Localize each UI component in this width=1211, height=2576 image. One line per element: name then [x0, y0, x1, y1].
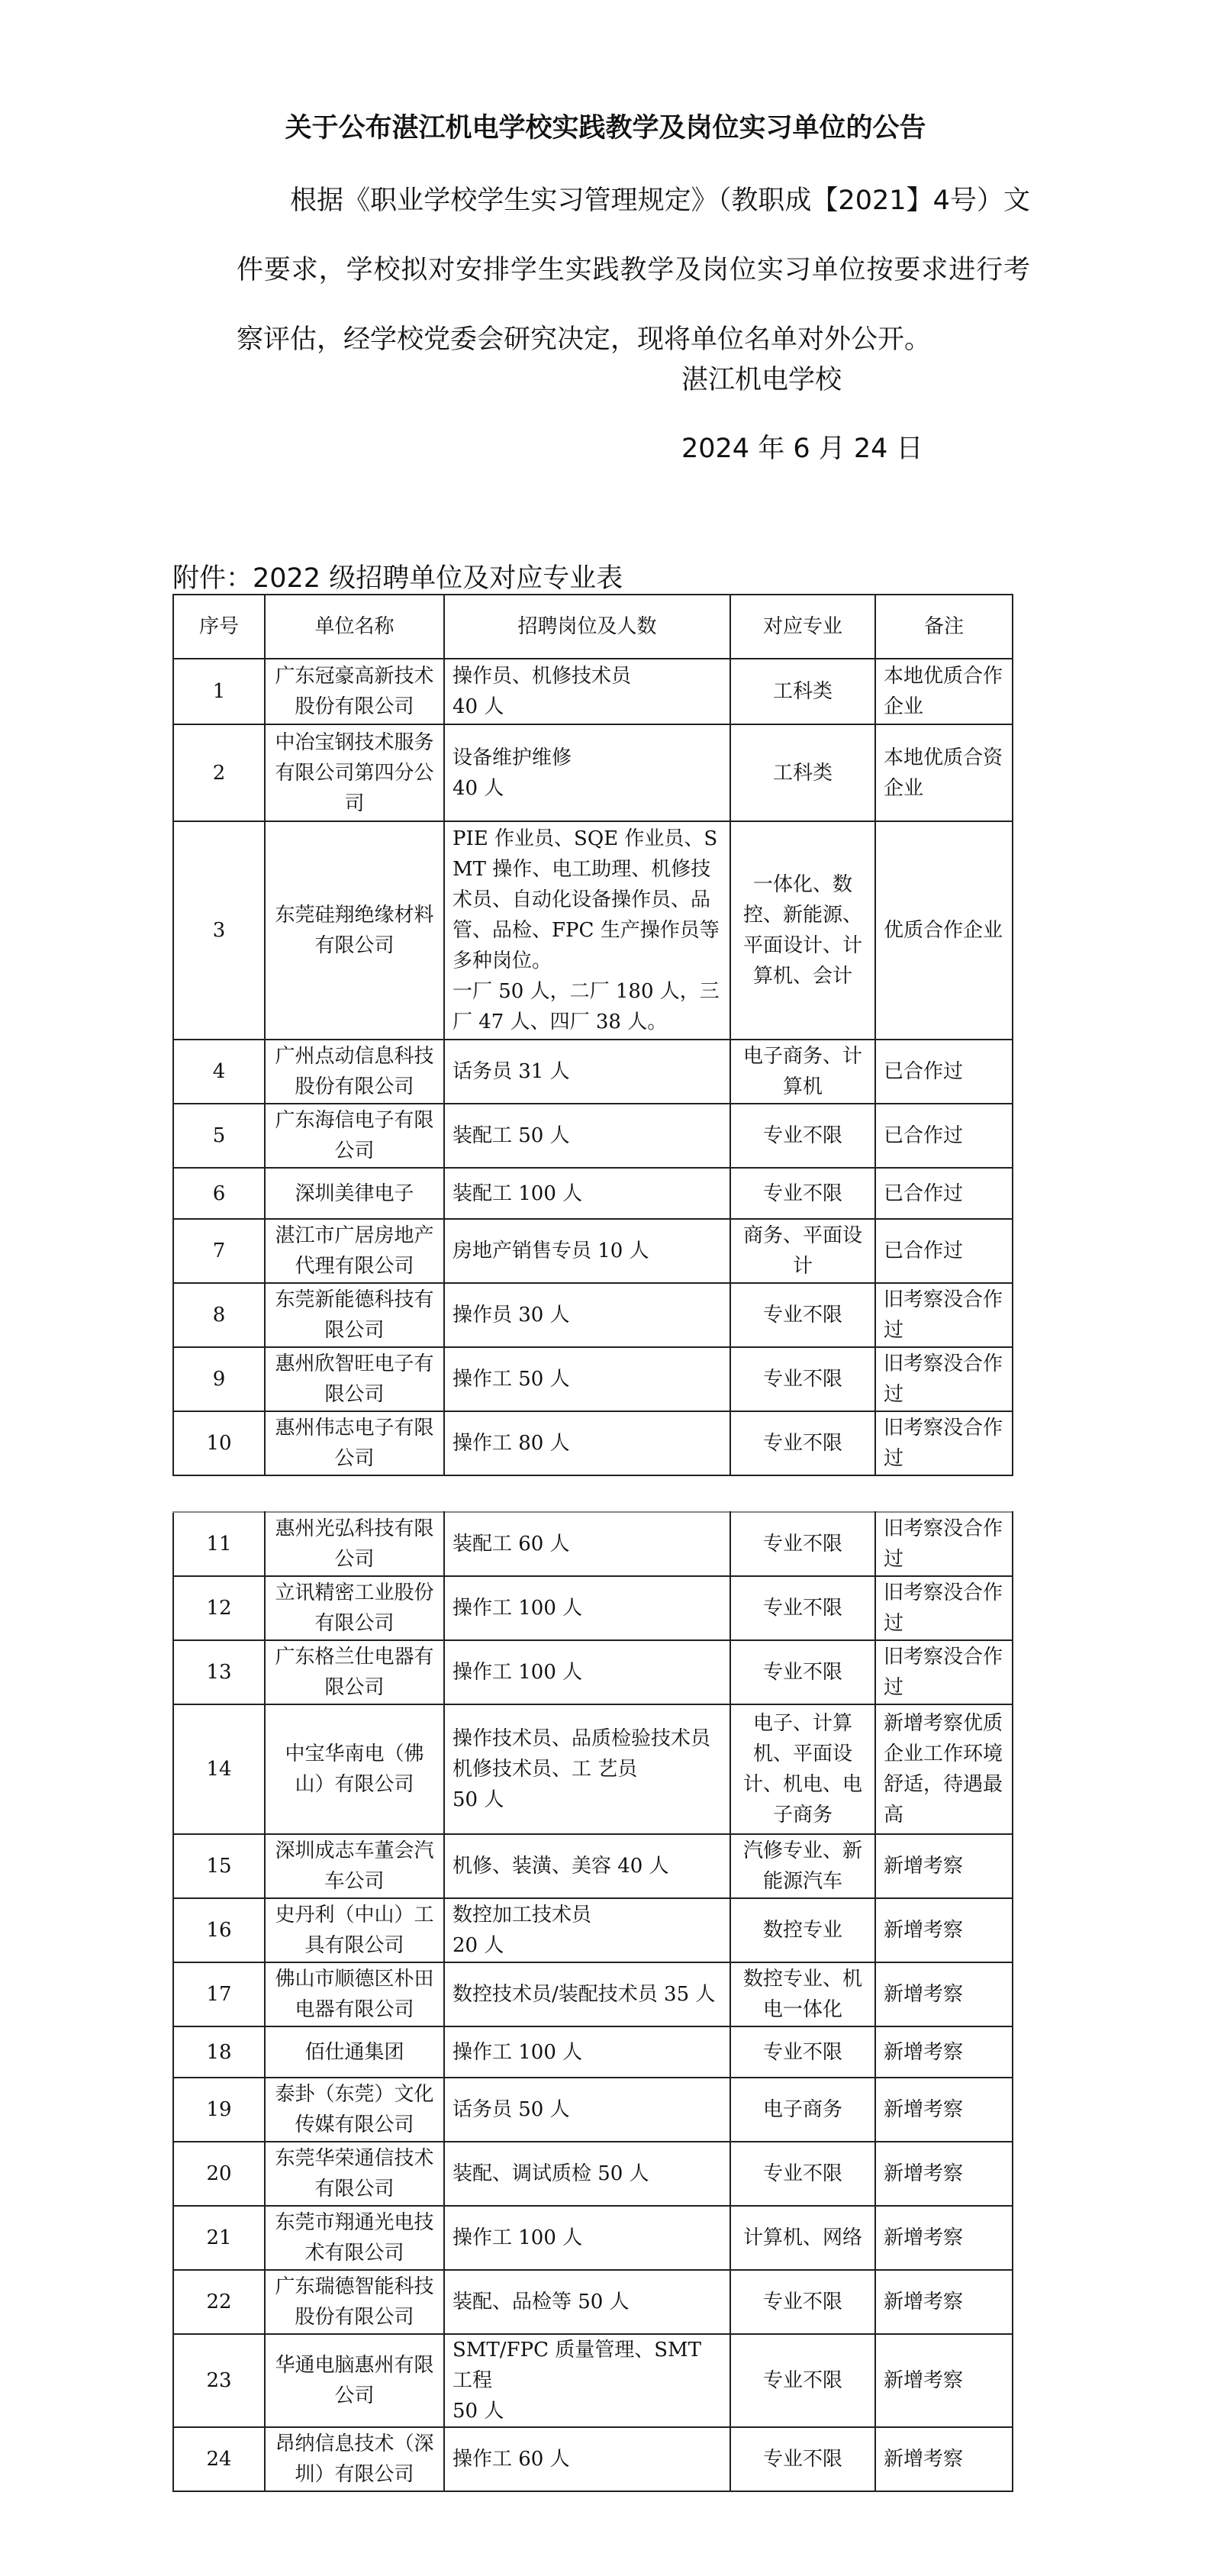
cell-remark: 新增考察	[875, 1834, 1013, 1898]
cell-positions: 操作工 80 人	[444, 1411, 730, 1475]
cell-company: 惠州光弘科技有限公司	[265, 1512, 444, 1576]
cell-company: 深圳美律电子	[265, 1168, 444, 1219]
cell-company: 惠州伟志电子有限公司	[265, 1411, 444, 1475]
recruitment-table-part-2	[172, 1511, 1013, 2492]
cell-remark: 本地优质合作企业	[875, 659, 1013, 724]
table-row	[173, 1040, 1013, 1104]
table-row	[173, 1512, 1013, 1576]
cell-seq: 8	[173, 1283, 265, 1347]
cell-major: 电子商务	[730, 2078, 875, 2142]
cell-remark: 本地优质合资企业	[875, 724, 1013, 821]
cell-major: 专业不限	[730, 1640, 875, 1704]
cell-remark: 新增考察	[875, 2142, 1013, 2206]
cell-positions: 话务员 50 人	[444, 2078, 730, 2142]
cell-company: 中冶宝钢技术服务有限公司第四分公司	[265, 724, 444, 821]
cell-company: 深圳成志车董会汽车公司	[265, 1834, 444, 1898]
cell-positions: 操作工 50 人	[444, 1347, 730, 1411]
table-row	[173, 2206, 1013, 2270]
cell-remark: 新增考察	[875, 2270, 1013, 2334]
cell-company: 湛江市广居房地产代理有限公司	[265, 1219, 444, 1283]
cell-company: 佛山市顺德区朴田电器有限公司	[265, 1962, 444, 2026]
cell-seq: 9	[173, 1347, 265, 1411]
table-row	[173, 1411, 1013, 1475]
cell-remark: 旧考察没合作过	[875, 1640, 1013, 1704]
cell-positions: SMT/FPC 质量管理、SMT 工程 50 人	[444, 2334, 730, 2427]
cell-remark: 新增考察	[875, 2334, 1013, 2427]
cell-positions: 装配、调试质检 50 人	[444, 2142, 730, 2206]
cell-seq: 14	[173, 1704, 265, 1834]
header-seq: 序号	[173, 595, 265, 659]
cell-remark: 新增考察	[875, 2026, 1013, 2078]
cell-major: 数控专业、机电一体化	[730, 1962, 875, 2026]
cell-seq: 1	[173, 659, 265, 724]
cell-positions: 数控加工技术员 20 人	[444, 1898, 730, 1962]
table-row	[173, 1219, 1013, 1283]
cell-company: 立讯精密工业股份有限公司	[265, 1576, 444, 1640]
cell-major: 计算机、网络	[730, 2206, 875, 2270]
table-row	[173, 1834, 1013, 1898]
cell-seq: 6	[173, 1168, 265, 1219]
cell-seq: 18	[173, 2026, 265, 2078]
cell-remark: 新增考察	[875, 2427, 1013, 2491]
table-row	[173, 1962, 1013, 2026]
cell-positions: 机修、装潢、美容 40 人	[444, 1834, 730, 1898]
cell-major: 工科类	[730, 724, 875, 821]
cell-company: 东莞市翔通光电技术有限公司	[265, 2206, 444, 2270]
cell-company: 东莞硅翔绝缘材料有限公司	[265, 821, 444, 1040]
cell-seq: 10	[173, 1411, 265, 1475]
cell-positions: 操作技术员、品质检验技术员机修技术员、工 艺员 50 人	[444, 1704, 730, 1834]
cell-company: 东莞华荣通信技术有限公司	[265, 2142, 444, 2206]
cell-major: 专业不限	[730, 1576, 875, 1640]
cell-company: 广东格兰仕电器有限公司	[265, 1640, 444, 1704]
cell-remark: 旧考察没合作过	[875, 1283, 1013, 1347]
cell-company: 惠州欣智旺电子有限公司	[265, 1347, 444, 1411]
cell-positions: 装配、品检等 50 人	[444, 2270, 730, 2334]
table-row	[173, 1704, 1013, 1834]
cell-positions: 装配工 50 人	[444, 1104, 730, 1168]
cell-major: 专业不限	[730, 1512, 875, 1576]
cell-major: 专业不限	[730, 1411, 875, 1475]
cell-positions: 操作工 100 人	[444, 2206, 730, 2270]
cell-seq: 21	[173, 2206, 265, 2270]
cell-company: 广东瑞德智能科技股份有限公司	[265, 2270, 444, 2334]
cell-remark: 新增考察	[875, 2206, 1013, 2270]
cell-remark: 新增考察	[875, 2078, 1013, 2142]
table-row	[173, 2078, 1013, 2142]
table-row	[173, 2026, 1013, 2078]
cell-seq: 22	[173, 2270, 265, 2334]
cell-seq: 2	[173, 724, 265, 821]
cell-company: 广东海信电子有限公司	[265, 1104, 444, 1168]
cell-remark: 已合作过	[875, 1219, 1013, 1283]
table-row	[173, 1283, 1013, 1347]
notice-body: 根据《职业学校学生实习管理规定》（教职成【2021】4号）文件要求，学校拟对安排学生实践教学及岗位实习单位按要求进行考察评估，经学校党委会研究决定，现将单位名单对外公开。	[237, 185, 1030, 355]
cell-positions: 房地产销售专员 10 人	[444, 1219, 730, 1283]
cell-major: 数控专业	[730, 1898, 875, 1962]
cell-positions: 数控技术员/装配技术员 35 人	[444, 1962, 730, 2026]
annex-title: 附件：2022 级招聘单位及对应专业表	[172, 563, 623, 594]
cell-company: 华通电脑惠州有限公司	[265, 2334, 444, 2427]
cell-company: 泰卦（东莞）文化传媒有限公司	[265, 2078, 444, 2142]
cell-positions: 操作工 100 人	[444, 1576, 730, 1640]
cell-seq: 20	[173, 2142, 265, 2206]
cell-remark: 已合作过	[875, 1040, 1013, 1104]
cell-major: 专业不限	[730, 2142, 875, 2206]
cell-company: 广州点动信息科技股份有限公司	[265, 1040, 444, 1104]
table-header-row	[173, 595, 1013, 659]
cell-positions: 装配工 60 人	[444, 1512, 730, 1576]
cell-seq: 3	[173, 821, 265, 1040]
cell-remark: 新增考察	[875, 1898, 1013, 1962]
table-row	[173, 1898, 1013, 1962]
cell-major: 电子商务、计算机	[730, 1040, 875, 1104]
table-row	[173, 1347, 1013, 1411]
cell-major: 专业不限	[730, 1283, 875, 1347]
cell-seq: 13	[173, 1640, 265, 1704]
cell-positions: 装配工 100 人	[444, 1168, 730, 1219]
cell-seq: 5	[173, 1104, 265, 1168]
cell-major: 专业不限	[730, 1168, 875, 1219]
cell-remark: 旧考察没合作过	[875, 1576, 1013, 1640]
cell-major: 专业不限	[730, 2270, 875, 2334]
table-row	[173, 1104, 1013, 1168]
cell-major: 专业不限	[730, 2334, 875, 2427]
cell-company: 广东冠豪高新技术股份有限公司	[265, 659, 444, 724]
notice-title: 关于公布湛江机电学校实践教学及岗位实习单位的公告	[285, 113, 926, 143]
cell-major: 专业不限	[730, 1104, 875, 1168]
table-row	[173, 1168, 1013, 1219]
header-positions: 招聘岗位及人数	[444, 595, 730, 659]
cell-seq: 4	[173, 1040, 265, 1104]
cell-positions: 操作工 100 人	[444, 1640, 730, 1704]
cell-major: 工科类	[730, 659, 875, 724]
header-major: 对应专业	[730, 595, 875, 659]
cell-major: 专业不限	[730, 1347, 875, 1411]
cell-company: 东莞新能德科技有限公司	[265, 1283, 444, 1347]
cell-company: 佰仕通集团	[265, 2026, 444, 2078]
cell-seq: 23	[173, 2334, 265, 2427]
cell-seq: 19	[173, 2078, 265, 2142]
cell-positions: 话务员 31 人	[444, 1040, 730, 1104]
table-row	[173, 2142, 1013, 2206]
table-row	[173, 1576, 1013, 1640]
cell-seq: 11	[173, 1512, 265, 1576]
notice-date: 2024 年 6 月 24 日	[681, 434, 923, 464]
cell-seq: 24	[173, 2427, 265, 2491]
cell-remark: 优质合作企业	[875, 821, 1013, 1040]
cell-remark: 旧考察没合作过	[875, 1347, 1013, 1411]
header-company: 单位名称	[265, 595, 444, 659]
table-row	[173, 2427, 1013, 2491]
cell-seq: 12	[173, 1576, 265, 1640]
cell-remark: 新增考察	[875, 1962, 1013, 2026]
cell-company: 昂纳信息技术（深圳）有限公司	[265, 2427, 444, 2491]
cell-seq: 15	[173, 1834, 265, 1898]
cell-major: 专业不限	[730, 2427, 875, 2491]
table-row	[173, 1640, 1013, 1704]
table-row	[173, 821, 1013, 1040]
cell-company: 中宝华南电（佛山）有限公司	[265, 1704, 444, 1834]
cell-major: 电子、计算机、平面设计、机电、电子商务	[730, 1704, 875, 1834]
table-row	[173, 2334, 1013, 2427]
cell-major: 一体化、数控、新能源、平面设计、计算机、会计	[730, 821, 875, 1040]
cell-company: 史丹利（中山）工具有限公司	[265, 1898, 444, 1962]
cell-positions: 设备维护维修 40 人	[444, 724, 730, 821]
cell-major: 专业不限	[730, 2026, 875, 2078]
cell-seq: 17	[173, 1962, 265, 2026]
cell-remark: 已合作过	[875, 1104, 1013, 1168]
cell-remark: 新增考察优质企业工作环境舒适，待遇最高	[875, 1704, 1013, 1834]
cell-major: 汽修专业、新能源汽车	[730, 1834, 875, 1898]
cell-remark: 旧考察没合作过	[875, 1411, 1013, 1475]
cell-positions: 操作工 60 人	[444, 2427, 730, 2491]
cell-remark: 旧考察没合作过	[875, 1512, 1013, 1576]
recruitment-table-part-1	[172, 594, 1013, 1476]
school-signature: 湛江机电学校	[681, 365, 842, 395]
cell-major: 商务、平面设计	[730, 1219, 875, 1283]
cell-positions: 操作员、机修技术员 40 人	[444, 659, 730, 724]
table-row	[173, 2270, 1013, 2334]
header-remark: 备注	[875, 595, 1013, 659]
cell-positions: PIE 作业员、SQE 作业员、SMT 操作、电工助理、机修技术员、自动化设备操作员、品管、品检、FPC 生产操作员等多种岗位。 一厂 50 人，二厂 180 人，三厂 47 人、四厂 38 人。	[444, 821, 730, 1040]
cell-remark: 已合作过	[875, 1168, 1013, 1219]
cell-seq: 16	[173, 1898, 265, 1962]
cell-positions: 操作员 30 人	[444, 1283, 730, 1347]
cell-positions: 操作工 100 人	[444, 2026, 730, 2078]
table-row	[173, 659, 1013, 724]
table-row	[173, 724, 1013, 821]
cell-seq: 7	[173, 1219, 265, 1283]
